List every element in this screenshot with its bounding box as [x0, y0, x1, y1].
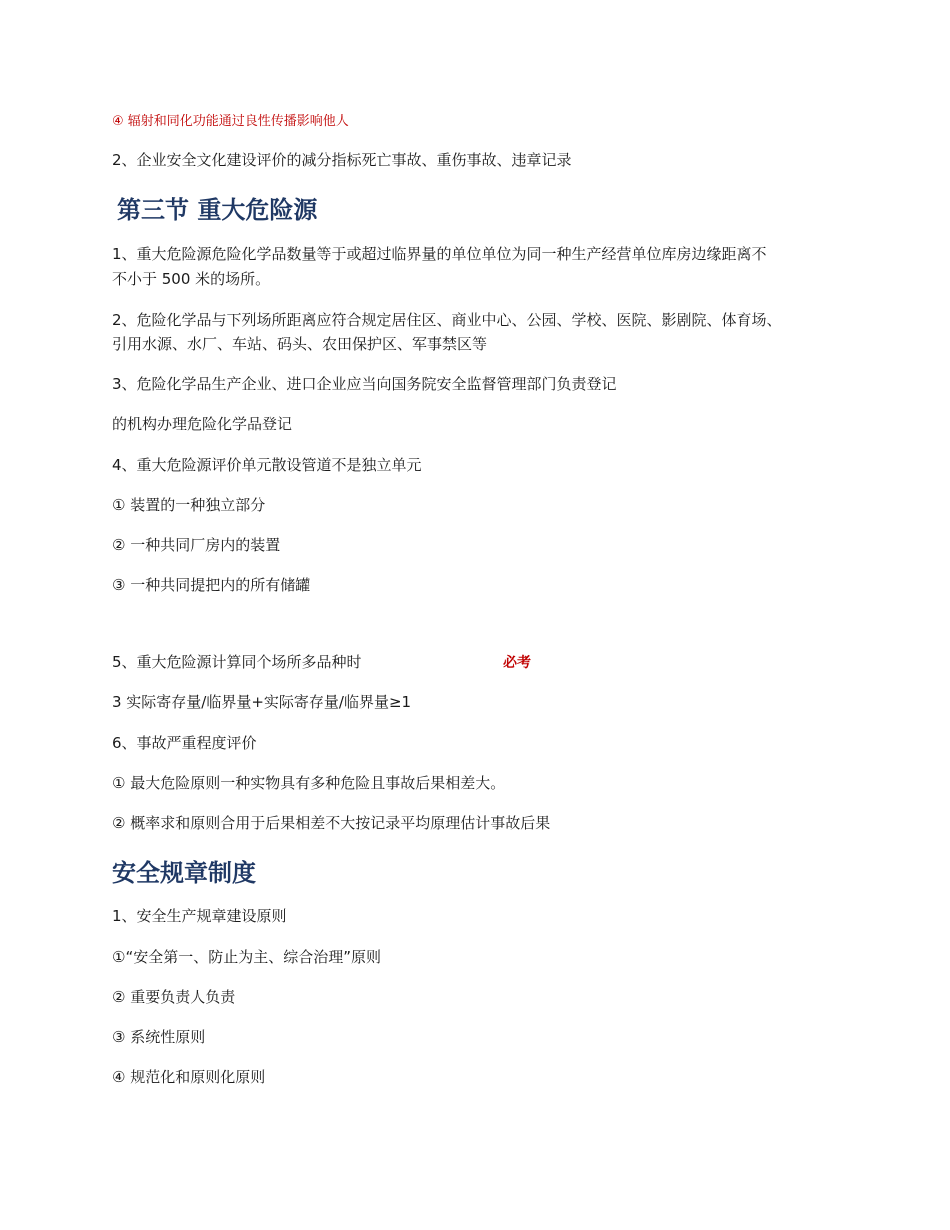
s3-formula: 3 实际寄存量/临界量+实际寄存量/临界量≥1 [112, 693, 412, 711]
rules-p1-b: ② 重要负责人负责 [112, 988, 236, 1006]
s3-p1-line1: 1、重大危险源危险化学品数量等于或超过临界量的单位单位为同一种生产经营单位库房边缘距离不 [112, 245, 767, 263]
s3-p3-line1: 3、危险化学品生产企业、进口企业应当向国务院安全监督管理部门负责登记 [112, 375, 617, 393]
s3-p1-line2: 不小于 500 米的场所。 [112, 270, 271, 288]
must-exam-badge: 必考 [503, 655, 531, 671]
rules-p1: 1、安全生产规章建设原则 [112, 907, 287, 925]
s3-p4-a: ① 装置的一种独立部分 [112, 496, 266, 514]
red-note: ④ 辐射和同化功能通过良性传播影响他人 [112, 114, 349, 129]
s3-p5: 5、重大危险源计算同个场所多品种时 [112, 653, 362, 671]
section-3-title: 第三节 重大危险源 [117, 196, 318, 224]
s3-p2-line2: 引用水源、水厂、车站、码头、农田保护区、军事禁区等 [112, 335, 488, 353]
s3-p4: 4、重大危险源评价单元散设管道不是独立单元 [112, 456, 422, 474]
s3-p4-c: ③ 一种共同提把内的所有储罐 [112, 576, 311, 594]
rules-p1-d: ④ 规范化和原则化原则 [112, 1068, 266, 1086]
rules-p1-a: ①“安全第一、防止为主、综合治理”原则 [112, 948, 381, 966]
s3-p3-line2: 的机构办理危险化学品登记 [112, 415, 293, 433]
rules-title: 安全规章制度 [112, 859, 256, 887]
rules-p1-c: ③ 系统性原则 [112, 1028, 206, 1046]
s3-p4-b: ② 一种共同厂房内的装置 [112, 536, 281, 554]
s3-p2-line1: 2、危险化学品与下列场所距离应符合规定居住区、商业中心、公园、学校、医院、影剧院、体育场、 [112, 311, 782, 329]
s3-p6-b: ② 概率求和原则合用于后果相差不大按记录平均原理估计事故后果 [112, 814, 551, 832]
item-2: 2、企业安全文化建设评价的减分指标死亡事故、重伤事故、违章记录 [112, 151, 572, 169]
s3-p6-a: ① 最大危险原则一种实物具有多种危险且事故后果相差大。 [112, 774, 506, 792]
s3-p6: 6、事故严重程度评价 [112, 734, 257, 752]
